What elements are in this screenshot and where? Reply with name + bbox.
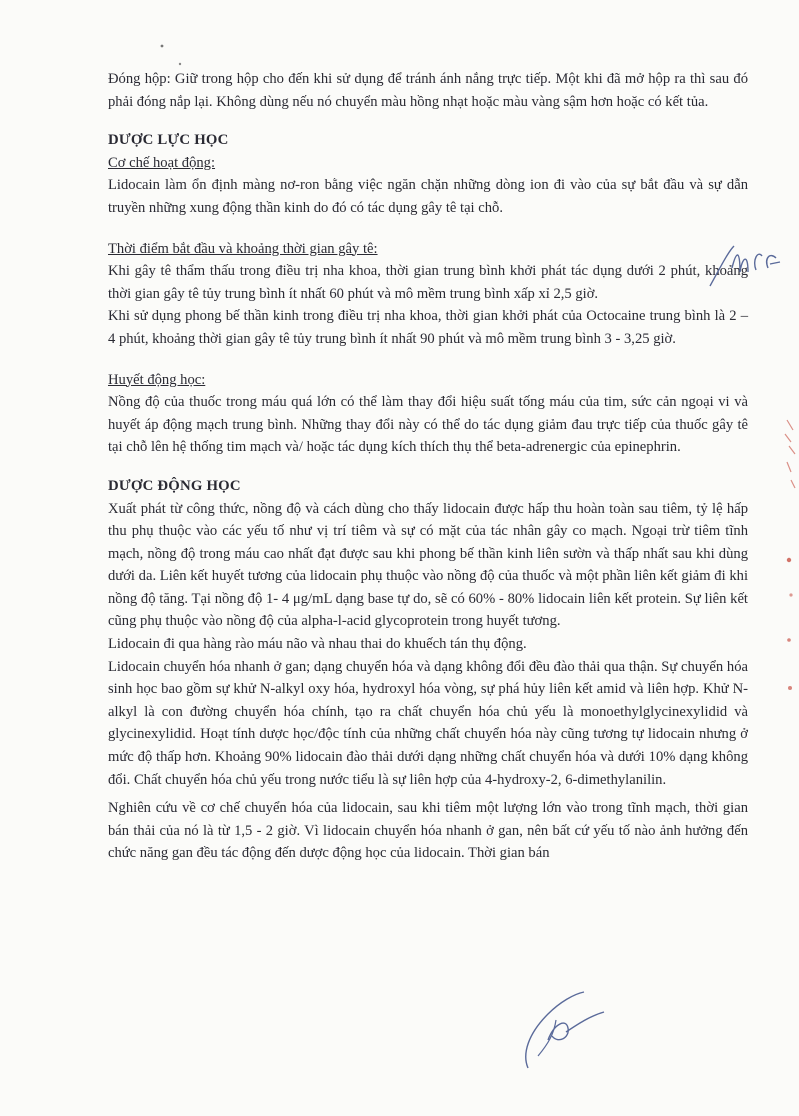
handwritten-signature-icon [508,984,618,1074]
red-stamp-fragment-icon [779,410,799,720]
pharmacokinetics-heading: DƯỢC ĐỘNG HỌC [108,477,241,494]
onset-paragraph-2: Khi sử dụng phong bế thần kinh trong điều trị nha khoa, thời gian khởi phát của Octocaine trung bình là 2 – 4 phút, khoảng thời gian gây tê tủy trung bình ít nhất 90 phút và mô mềm trung bình 3 - 3,25 giờ. [108,308,748,347]
document-body [108,68,748,865]
hemodynamics-subheading: Huyết động học: [108,371,206,388]
storage-paragraph: Đóng hộp: Giữ trong hộp cho đến khi sử dụng để tránh ánh nắng trực tiếp. Một khi đã mở hộp ra thì sau đó phải đóng nắp lại. Không dùng nếu nó chuyển màu hồng nhạt hoặc màu vàng sậm hơn hoặc có kết tủa. [108,71,748,110]
handwritten-initials-icon [706,238,786,290]
onset-subheading: Thời điểm bắt đầu và khoảng thời gian gây tê: [108,240,378,257]
onset-paragraph-1: Khi gây tê thẩm thấu trong điều trị nha khoa, thời gian trung bình khởi phát tác dụng dưới 2 phút, khoảng thời gian gây tê tủy trung bình ít nhất 60 phút và mô mềm trung bình xấp xỉ 2,5 giờ. [108,263,748,302]
pharmacokinetics-paragraph-3: Lidocain chuyển hóa nhanh ở gan; dạng chuyển hóa và dạng không đổi đều đào thải qua thận. Sự chuyển hóa sinh học bao gồm sự khử N-alkyl oxy hóa, hydroxyl hóa vòng, sự phá hủy liên kết amid và liên hợp. Khử N-alkyl là con đường chuyển hóa chính, tạo ra chất chuyển hóa chủ yếu là monoethylglycinexylidid và glycinexylidid. Hoạt tính dược học/độc tính của những chất chuyển hóa này cũng tương tự lidocain nhưng ở mức độ thấp hơn. Khoảng 90% lidocain đào thải dưới dạng những chất chuyển hóa và dưới 10% dạng không đổi. Chất chuyển hóa chủ yếu trong nước tiểu là sự liên hợp của 4-hydroxy-2, 6-dimethylanilin. [108,658,748,788]
pharmacodynamics-heading: DƯỢC LỰC HỌC [108,132,229,149]
pharmacokinetics-paragraph-1: Xuất phát từ công thức, nồng độ và cách dùng cho thấy lidocain được hấp thu hoàn toàn sau tiêm, tỷ lệ hấp thu phụ thuộc vào các yếu tố như vị trí tiêm và sự có mặt của tác nhân gây co mạch. Ngoại trừ tiêm tĩnh mạch, nồng độ trong máu cao nhất đạt được sau khi phong bế thần kinh liên sườn và thấp nhất sau khi dùng dưới da. Liên kết huyết tương của lidocain phụ thuộc vào nồng độ của thuốc và một phần liên kết giảm đi khi nồng độ tăng. Tại nồng độ 1- 4 μg/mL dạng base tự do, sẽ có 60% - 80% lidocain liên kết protein. Sự liên kết cũng phụ thuộc vào nồng độ của alpha-l-acid glycoprotein trong huyết tương. [108,500,748,630]
mechanism-paragraph: Lidocain làm ổn định màng nơ-ron bằng việc ngăn chặn những dòng ion đi vào của sự bắt đầu và sự dẫn truyền những xung động thần kinh do đó có tác dụng gây tê tại chỗ. [108,177,748,216]
mechanism-subheading: Cơ chế hoạt động: [108,154,216,171]
hemodynamics-paragraph: Nồng độ của thuốc trong máu quá lớn có thể làm thay đổi hiệu suất tống máu của tim, sức cản ngoại vi và huyết áp động mạch trung bình. Những thay đổi này có thể do tác dụng giảm đau trực tiếp của thuốc gây tê tại chỗ lên hệ thống tim mạch và/ hoặc tác dụng kích thích thụ thể beta-adrenergic của epinephrin. [108,394,748,456]
pharmacokinetics-paragraph-4: Nghiên cứu về cơ chế chuyển hóa của lidocain, sau khi tiêm một lượng lớn vào trong tĩnh mạch, thời gian bán thải của nó là từ 1,5 - 2 giờ. Vì lidocain chuyển hóa nhanh ở gan, nên bất cứ yếu tố nào ảnh hưởng đến chức năng gan đều tác động đến dược động học của lidocain. Thời gian bán [108,800,748,862]
pharmacokinetics-paragraph-2: Lidocain đi qua hàng rào máu não và nhau thai do khuếch tán thụ động. [108,636,527,653]
